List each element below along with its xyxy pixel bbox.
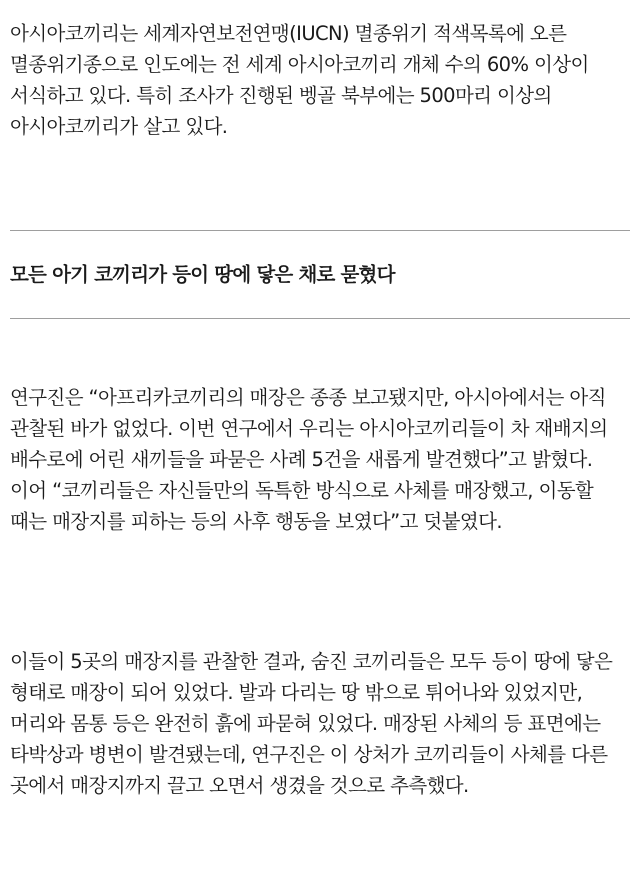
- section-subheading: 모든 아기 코끼리가 등이 땅에 닿은 채로 묻혔다: [10, 263, 395, 286]
- section-divider-top: [10, 230, 630, 231]
- findings-paragraph: 이들이 5곳의 매장지를 관찰한 결과, 숨진 코끼리들은 모두 등이 땅에 닿은 형태로 매장이 되어 있었다. 발과 다리는 땅 밖으로 튀어나와 있었지만, 머리와 몸통 등은 완전히 흙에 파묻혀 있었다. 매장된 사체의 등 표면에는 타박상과 병변이 발견됐는데, 연구진은 이 상처가 코끼리들이 사체를 다른 곳에서 매장지까지 끌고 오면서 생겼을 것으로 추측했다.: [10, 650, 613, 797]
- intro-paragraph: 아시아코끼리는 세계자연보전연맹(IUCN) 멸종위기 적색목록에 오른 멸종위기종으로 인도에는 전 세계 아시아코끼리 개체 수의 60% 이상이 서식하고 있다. 특히 조사가 진행된 벵골 북부에는 500마리 이상의 아시아코끼리가 살고 있다.: [10, 22, 589, 138]
- quote-paragraph: 연구진은 “아프리카코끼리의 매장은 종종 보고됐지만, 아시아에서는 아직 관찰된 바가 없었다. 이번 연구에서 우리는 아시아코끼리들이 차 재배지의 배수로에 어린 새끼들을 파묻은 사례 5건을 새롭게 발견했다”고 밝혔다. 이어 “코끼리들은 자신들만의 독특한 방식으로 사체를 매장했고, 이동할 때는 매장지를 피하는 등의 사후 행동을 보였다”고 덧붙였다.: [10, 386, 608, 533]
- section-divider-bottom: [10, 318, 630, 319]
